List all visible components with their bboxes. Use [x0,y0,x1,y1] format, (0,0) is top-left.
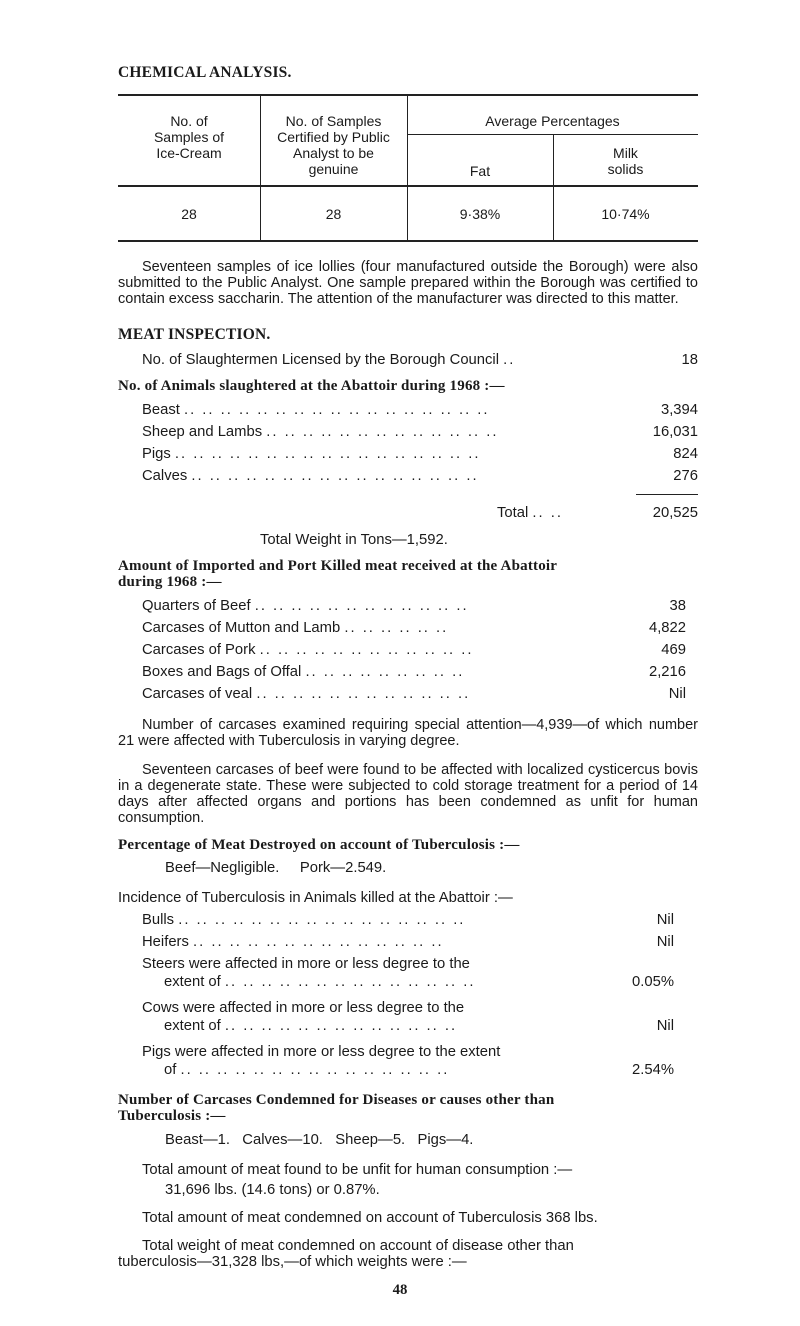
imported-label: Carcases of veal .. .. .. .. .. .. .. .. .. .. .. .. [142,686,471,702]
header-line: Milk [613,145,638,161]
chemical-analysis-heading: CHEMICAL ANALYSIS. [118,64,292,81]
other-line: tuberculosis—31,328 lbs,—of which weights were :— [118,1254,467,1270]
percentage-line: Beef—Negligible. Pork—2.549. [165,860,387,876]
unfit-line: Total amount of meat found to be unfit for human consumption :— [142,1162,573,1178]
cell-samples-certified: 28 [325,206,342,222]
unfit-line: 31,696 lbs. (14.6 tons) or 0.87%. [165,1182,380,1198]
imported-label: Boxes and Bags of Offal .. .. .. .. .. .. .. .. .. [142,664,465,680]
header-milk-solids [553,145,698,177]
examined-paragraph: Number of carcases examined requiring special attention—4,939—of which number 21 were affected with Tuberculosis in varying degree. [118,717,698,749]
header-line: Samples of [153,129,225,145]
cysticercus-paragraph: Seventeen carcases of beef were found to be affected with localized cysticercus bovis in a degenerate state. These were subjected to cold storage treatment for a period of 14 days after affected organs and portions has been condemned as unfit for human consumption. [118,762,698,826]
animals-heading: No. of Animals slaughtered at the Abattoir during 1968 :— [118,378,505,394]
other-line: Total weight of meat condemned on account of disease other than [142,1238,574,1254]
animal-row-pigs [142,446,698,464]
header-line: Certified by Public [277,129,390,145]
animal-value: 16,031 [652,424,698,440]
cell-fat: 9·38% [459,206,501,222]
total-value: 20,525 [652,505,698,521]
incidence-label: extent of .. .. .. .. .. .. .. .. .. .. .. .. .. .. [164,974,476,990]
header-samples-ice-cream [118,113,260,161]
incidence-row-bulls [142,912,674,930]
total-weight: Total Weight in Tons—1,592. [260,532,448,548]
incidence-label: Pigs were affected in more or less degree to the extent [142,1044,501,1060]
animal-label: Beast .. .. .. .. .. .. .. .. .. .. .. .. .. .. .. .. .. [142,402,490,418]
condemned-line: Beast—1. Calves—10. Sheep—5. Pigs—4. [165,1132,474,1148]
imported-label: Carcases of Pork .. .. .. .. .. .. .. .. .. .. .. .. [142,642,474,658]
imported-value: 469 [661,642,686,658]
ice-lollies-paragraph: Seventeen samples of ice lollies (four manufactured outside the Borough) were also submitted to the Public Analyst. One sample prepared within the Borough was certified to contain excess saccharin. The attention of the manufacturer was directed to this matter. [118,259,698,307]
header-line: No. of Samples [285,113,382,129]
header-fat: Fat [469,163,491,179]
incidence-row-cows [142,1000,674,1040]
page-number: 48 [392,1282,408,1298]
animal-row-sheep [142,424,698,442]
imported-value: 2,216 [648,664,686,680]
animal-row-calves [142,468,698,486]
incidence-row-steers [142,956,674,996]
imported-heading [118,558,557,590]
incidence-value: Nil [656,934,674,950]
imported-label: Quarters of Beef .. .. .. .. .. .. .. .. .. .. .. .. [142,598,469,614]
imported-value: Nil [668,686,686,702]
animal-row-beast [142,402,698,420]
animal-value: 824 [673,446,698,462]
incidence-row-heifers [142,934,674,952]
heading-line: Tuberculosis :— [118,1108,226,1124]
animal-label: Pigs .. .. .. .. .. .. .. .. .. .. .. .. .. .. .. .. .. [142,446,481,462]
incidence-value: 0.05% [632,974,674,990]
imported-label: Carcases of Mutton and Lamb .. .. .. .. .. .. [142,620,449,636]
slaughtermen-value: 18 [681,352,698,368]
incidence-value: Nil [656,912,674,928]
animal-value: 3,394 [660,402,698,418]
imported-row-beef [142,598,698,616]
incidence-heading: Incidence of Tuberculosis in Animals killed at the Abattoir :— [118,890,513,906]
header-samples-certified [260,113,407,177]
incidence-row-pigs [142,1044,674,1084]
incidence-value: 2.54% [632,1062,674,1078]
other-condemned [118,1238,574,1270]
cell-milk-solids: 10·74% [601,206,650,222]
cell-samples-ice-cream: 28 [181,206,197,222]
incidence-label: extent of .. .. .. .. .. .. .. .. .. .. .. .. .. [164,1018,458,1034]
incidence-label: Steers were affected in more or less degree to the [142,956,470,972]
imported-row-mutton [142,620,698,638]
header-line: solids [607,161,644,177]
header-line: genuine [308,161,359,177]
incidence-label: Heifers .. .. .. .. .. .. .. .. .. .. .. .. .. .. [142,934,444,950]
imported-row-pork [142,642,698,660]
animal-label: Sheep and Lambs .. .. .. .. .. .. .. .. .. .. .. .. .. [142,424,499,440]
header-line: No. of [170,113,208,129]
unfit-meat [142,1160,572,1200]
incidence-label: Cows were affected in more or less degree to the [142,1000,465,1016]
heading-line: Number of Carcases Condemned for Diseases or causes other than [118,1092,555,1108]
percentage-heading: Percentage of Meat Destroyed on account of Tuberculosis :— [118,837,520,853]
total-row [142,505,698,523]
condemned-heading [118,1092,554,1124]
slaughtermen-row [142,352,698,370]
heading-line: during 1968 :— [118,574,222,590]
header-line: Analyst to be [293,145,374,161]
tb-condemned: Total amount of meat condemned on account of Tuberculosis 368 lbs. [142,1210,598,1226]
animal-value: 276 [673,468,698,484]
table-group-rule [407,134,698,135]
imported-value: 38 [669,598,686,614]
header-line: Ice-Cream [156,145,222,161]
incidence-label: of .. .. .. .. .. .. .. .. .. .. .. .. .. .. .. [164,1062,450,1078]
heading-line: Amount of Imported and Port Killed meat received at the Abattoir [118,558,558,574]
meat-inspection-heading: MEAT INSPECTION. [118,326,271,343]
header-average-percentages: Average Percentages [485,113,620,129]
slaughtermen-label: No. of Slaughtermen Licensed by the Borough Council .. [142,352,516,368]
imported-row-offal [142,664,698,682]
incidence-label: Bulls .. .. .. .. .. .. .. .. .. .. .. .. .. .. .. .. [142,912,466,928]
total-label: Total .. .. [497,505,563,521]
imported-value: 4,822 [648,620,686,636]
animal-label: Calves .. .. .. .. .. .. .. .. .. .. .. .. .. .. .. .. [142,468,479,484]
imported-row-veal [142,686,698,704]
incidence-value: Nil [656,1018,674,1034]
total-rule [636,494,698,495]
